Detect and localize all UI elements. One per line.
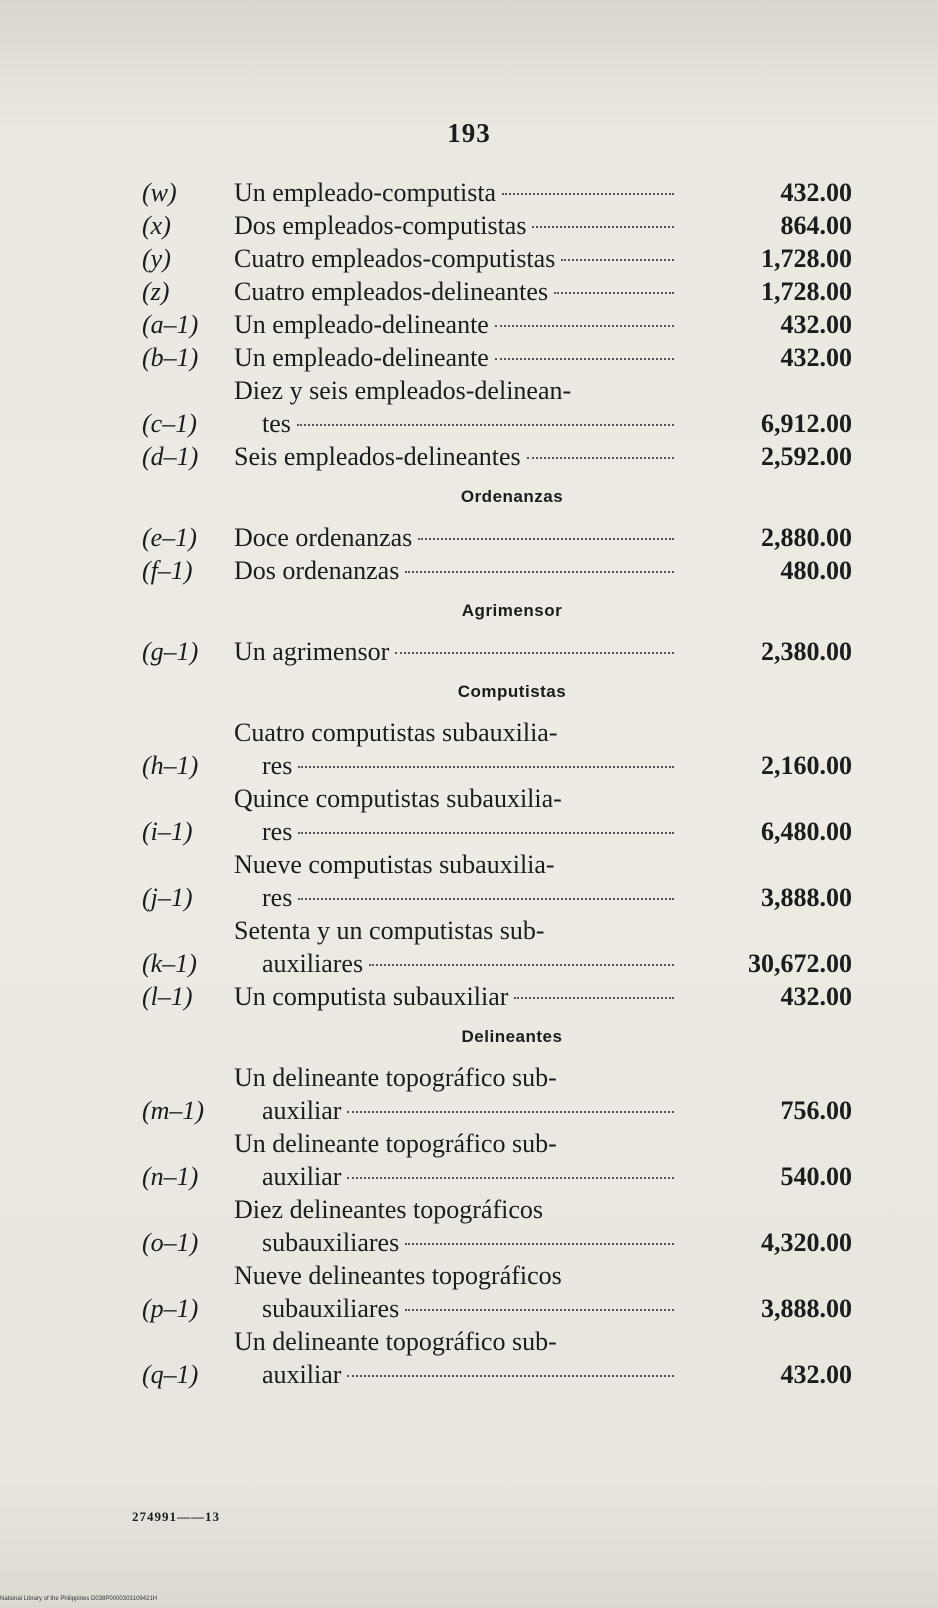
entry-amount: 2,880.00 [761,523,852,552]
entry-amount: 3,888.00 [761,1294,852,1323]
section-heading: Computistas [457,682,567,701]
entry-description [234,554,674,587]
entry-description-line: Doce ordenanzas [234,523,413,552]
entry-description-line: subauxiliares [262,1228,400,1257]
dot-leader [405,1309,674,1311]
dot-leader [395,652,674,654]
entry-label: (a–1) [142,310,199,339]
printer-code: 274991——13 [132,1509,220,1524]
section-heading: Ordenanzas [460,487,564,506]
entry-label: (k–1) [142,949,197,978]
dot-leader [298,832,674,834]
entry-description-line: res [262,883,293,912]
entry-description [234,521,674,554]
entry-description [234,914,674,980]
entry-description-line: Quince computistas subauxilia- [234,784,562,813]
entry-amount: 432.00 [780,343,852,372]
entry-label: (h–1) [142,751,199,780]
entry-amount: 2,160.00 [761,751,852,780]
entry-description-line: Dos empleados-computistas [234,211,527,240]
budget-entry [142,1193,882,1259]
entry-description-line: Cuatro empleados-computistas [234,244,556,273]
dot-leader [514,997,674,999]
dot-leader [502,193,674,195]
budget-entry [142,914,882,980]
entry-description-line: Un delineante topográfico sub- [234,1063,557,1092]
entry-description [234,275,674,308]
entry-description [234,782,674,848]
dot-leader [297,424,674,426]
dot-leader [405,571,674,573]
entry-amount: 864.00 [780,211,852,240]
entry-description [234,374,674,440]
entry-description [234,209,674,242]
budget-entry [142,1061,882,1127]
budget-entry [142,209,882,242]
dot-leader [298,898,674,900]
budget-entry [142,554,882,587]
budget-entry [142,521,882,554]
dot-leader [298,766,674,768]
entry-description-line: auxiliar [262,1360,342,1389]
budget-entry [142,782,882,848]
budget-entry [142,176,882,209]
entry-amount: 6,480.00 [761,817,852,846]
section-heading: Delineantes [461,1027,563,1046]
budget-entry [142,635,882,668]
budget-entry [142,1259,882,1325]
dot-leader [561,259,674,261]
entry-amount: 540.00 [780,1162,852,1191]
dot-leader [495,358,674,360]
entry-amount: 756.00 [780,1096,852,1125]
entry-label: (x) [142,211,171,240]
entry-amount: 30,672.00 [748,949,852,978]
entry-label: (b–1) [142,343,199,372]
entry-description-line: Cuatro computistas subauxilia- [234,718,558,747]
entry-description [234,1061,674,1127]
entry-description-line: Diez y seis empleados-delinean- [234,376,572,405]
entry-label: (w) [142,178,177,207]
entry-description-line: auxiliar [262,1162,342,1191]
entry-description [234,635,674,668]
dot-leader [554,292,674,294]
entry-description [234,980,674,1013]
entry-label: (y) [142,244,171,273]
entry-amount: 432.00 [780,1360,852,1389]
entry-description [234,1127,674,1193]
entry-description-line: Un agrimensor [234,637,390,666]
dot-leader [527,457,674,459]
entry-description-line: auxiliares [262,949,364,978]
entry-description [234,1193,674,1259]
entry-label: (q–1) [142,1360,199,1389]
entry-description-line: auxiliar [262,1096,342,1125]
entry-description [234,341,674,374]
budget-entry [142,980,882,1013]
entry-description-line: Un delineante topográfico sub- [234,1129,557,1158]
entry-description [234,308,674,341]
entry-amount: 1,728.00 [761,244,852,273]
entry-label: (f–1) [142,556,193,585]
entry-amount: 432.00 [780,178,852,207]
entry-amount: 432.00 [780,310,852,339]
entry-description [234,440,674,473]
entry-description-line: Setenta y un computistas sub- [234,916,545,945]
entry-label: (l–1) [142,982,193,1011]
scan-credit: National Library of the Philippines D038P0000303109421H [0,1596,158,1602]
dot-leader [418,538,674,540]
dot-leader [347,1111,674,1113]
entry-label: (p–1) [142,1294,199,1323]
budget-entry [142,341,882,374]
entry-description-line: res [262,817,293,846]
entry-description-line: Nueve computistas subauxilia- [234,850,555,879]
budget-list [142,176,882,1391]
entry-label: (i–1) [142,817,193,846]
section-heading: Agrimensor [461,601,563,620]
budget-entry [142,308,882,341]
budget-entry [142,275,882,308]
page-number: 193 [447,118,491,148]
entry-amount: 3,888.00 [761,883,852,912]
entry-description-line: subauxiliares [262,1294,400,1323]
entry-label: (n–1) [142,1162,199,1191]
entry-label: (j–1) [142,883,193,912]
entry-description [234,1325,674,1391]
entry-description-line: Seis empleados-delineantes [234,442,521,471]
entry-amount: 2,592.00 [761,442,852,471]
entry-label: (o–1) [142,1228,199,1257]
budget-entry [142,440,882,473]
entry-label: (e–1) [142,523,197,552]
budget-entry [142,848,882,914]
entry-label: (g–1) [142,637,199,666]
budget-entry [142,242,882,275]
entry-description [234,176,674,209]
entry-description-line: Un delineante topográfico sub- [234,1327,557,1356]
entry-amount: 6,912.00 [761,409,852,438]
entry-description-line: Un empleado-delineante [234,343,489,372]
entry-description-line: res [262,751,293,780]
entry-description [234,242,674,275]
entry-label: (m–1) [142,1096,205,1125]
dot-leader [532,226,674,228]
entry-description-line: tes [262,409,291,438]
entry-amount: 2,380.00 [761,637,852,666]
entry-description-line: Un empleado-computista [234,178,497,207]
budget-entry [142,1127,882,1193]
entry-description-line: Diez delineantes topográficos [234,1195,543,1224]
entry-label: (d–1) [142,442,199,471]
entry-amount: 432.00 [780,982,852,1011]
entry-description [234,1259,674,1325]
entry-description-line: Un computista subauxiliar [234,982,509,1011]
dot-leader [347,1375,674,1377]
budget-entry [142,374,882,440]
entry-description [234,848,674,914]
entry-label: (z) [142,277,170,306]
entry-description-line: Un empleado-delineante [234,310,489,339]
dot-leader [347,1177,674,1179]
dot-leader [405,1243,674,1245]
budget-entry [142,1325,882,1391]
entry-description-line: Dos ordenanzas [234,556,400,585]
entry-label: (c–1) [142,409,197,438]
dot-leader [495,325,674,327]
entry-amount: 1,728.00 [761,277,852,306]
budget-entry [142,716,882,782]
dot-leader [369,964,674,966]
entry-description [234,716,674,782]
entry-description-line: Cuatro empleados-delineantes [234,277,549,306]
entry-amount: 4,320.00 [761,1228,852,1257]
entry-amount: 480.00 [780,556,852,585]
entry-description-line: Nueve delineantes topográficos [234,1261,562,1290]
